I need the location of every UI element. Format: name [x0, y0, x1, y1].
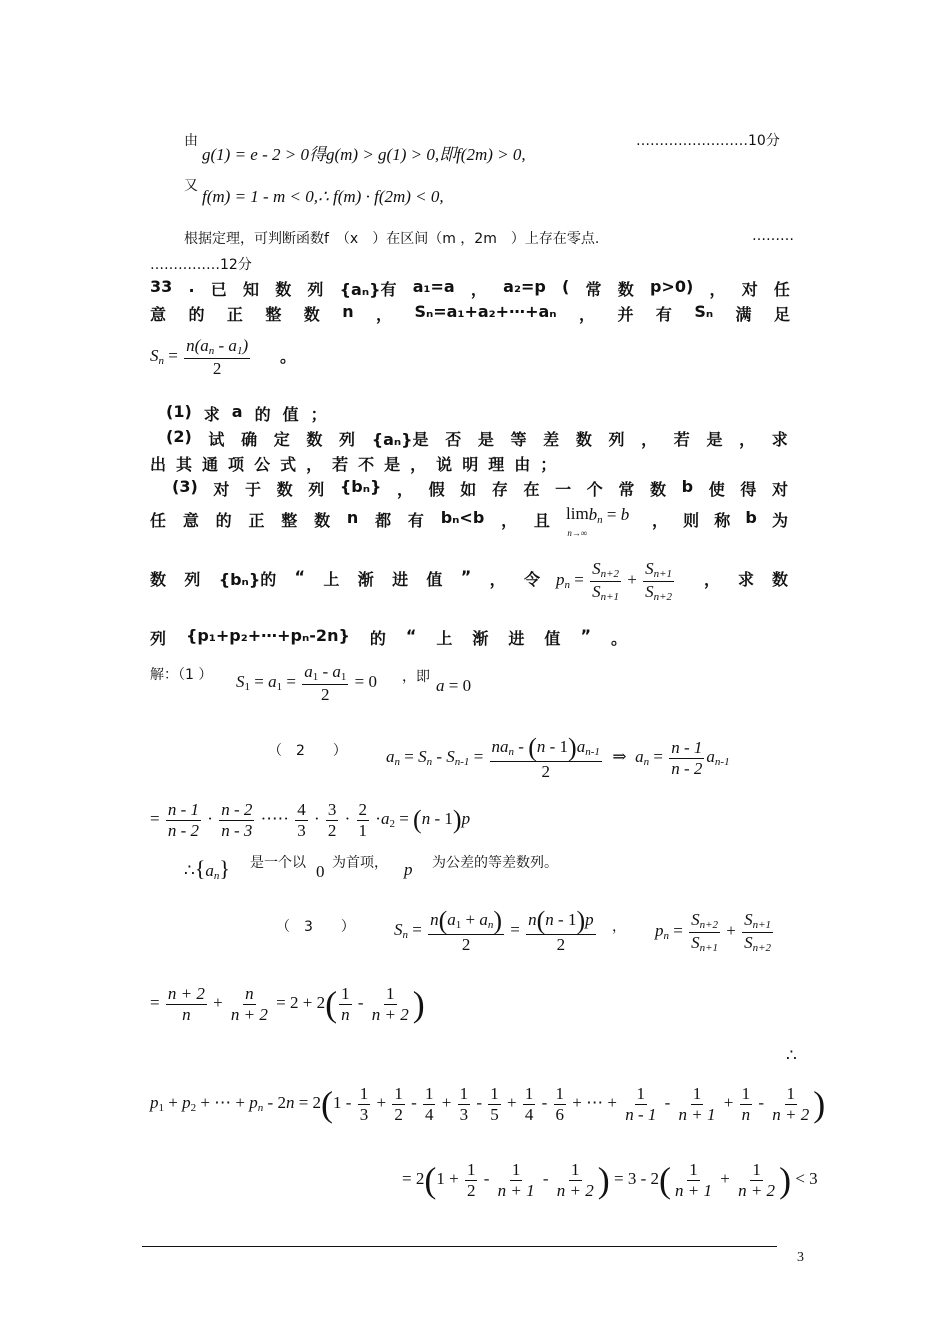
formula-sum-result: = 2(1 + $\frac{1}{2}$ - $\frac{1}{n + 1}$ - $\frac{1}{n + 2}$ ) = 3 - 2( $\frac{1}{n + 1}$ + $\frac{1}{n + 2}$ ) < 3 [402, 1160, 818, 1201]
text-ji: ，即 [402, 669, 430, 685]
conclusion-text: 根据定理，可判断函数f （x ）在区间（m ，2m ）上存在零点. [184, 231, 600, 247]
comma: ， [612, 919, 626, 935]
text-again: 又 [184, 178, 198, 194]
formula-f-condition: f(m) = 1 - m < 0,∴ f(m) · f(2m) < 0, [202, 187, 444, 206]
question-3-line-2: 任 意 的 正 整 数 n 都 有 bₙ<b ， 且 [150, 508, 550, 530]
dots-tail: ……… [752, 228, 794, 244]
formula-sum: $p_1 + p_2$ + ⋯ + $p_n - 2n = 2(1$ - $\frac{1}{3}$ + $\frac{1}{2}$ - $\frac{1}{4}$ + $\frac{1}{3}$ - $\frac{1}{5}$ + $\frac{1}{4}$ - $\frac{1}{6}$ + ⋯ + $\frac{1}{n - 1}$ - $\frac{1}{n + 1}$ + $\frac{1}{n}$ - $\frac{1}{n + 2}$ ) [150, 1084, 826, 1125]
question-3-line-2-tail: ， 则 称 b 为 [652, 508, 788, 530]
question-2-line-1: (2) 试 确 定 数 列 {aₙ}是 否 是 等 差 数 列 ， 若 是 ， 求 [166, 427, 788, 449]
part-2-label: （ 2 ） [268, 743, 347, 759]
question-2-line-2: 出 其 通 项 公 式 ， 若 不 是 ， 说 明 理 由 ； [150, 455, 557, 474]
question-3-line-3: 数 列 {bₙ}的 “ 上 渐 进 值 ” ， 令 [150, 567, 540, 589]
formula-s1: $S_1 = a_1$ = $\frac{a_1 - a_1}{2}$ = 0 [236, 662, 377, 704]
part-3-label: （ 3 ） [276, 919, 355, 935]
formula-pn-def: $p_n$ = $\frac{S_{n+2}}{S_{n+1}}$ + $\frac{S_{n+1}}{S_{n+2}}$ [556, 559, 673, 603]
question-3-line-3-tail: ， 求 数 [704, 570, 788, 589]
seq-desc-1: 是一个以 [250, 855, 306, 871]
score-10: ……………………10分 [636, 133, 780, 149]
formula-pn-simplified: = $\frac{n + 2}{n}$ + $\frac{n}{n + 2}$ = 2 + 2( $\frac{1}{n}$ - $\frac{1}{n + 2}$ ) [150, 984, 425, 1025]
formula-a-zero: a = 0 [436, 676, 472, 695]
formula-an-product: = $\frac{n - 1}{n - 2}$ · $\frac{n - 2}{n - 3}$ ·⋯· $\frac{4}{3}$ · $\frac{3}{2}$ · $\frac{2}{1}$ $\cdot a_2 = (n - 1)p$ [150, 800, 471, 840]
formula-pn-expanded: $p_n$ = $\frac{S_{n+2}}{S_{n+1}}$ + $\frac{S_{n+1}}{S_{n+2}}$ [655, 910, 772, 954]
footer-rule [142, 1246, 777, 1247]
solution-label: 解：（1 ） [150, 667, 213, 683]
formula-g-condition: g(1) = e - 2 > 0得g(m) > g(1) > 0,即f(2m) > 0, [202, 145, 526, 164]
seq-desc-2: 为首项， [332, 855, 388, 871]
formula-sn-closed: $S_n$ = $\frac{n(a_1 + a_n)}{2}$ = $\frac{n(n - 1)p}{2}$ [394, 906, 594, 954]
text-you: 由 [184, 133, 198, 149]
page-number: 3 [797, 1250, 804, 1265]
question-3-line-1: (3) 对 于 数 列 {bₙ} ， 假 如 存 在 一 个 常 数 b 使 得 对 [172, 477, 788, 499]
formula-seq-an: $\therefore\{a_n\}$ [184, 856, 230, 882]
common-diff-p: p [404, 860, 413, 879]
first-term-zero: 0 [316, 862, 325, 881]
question-3-line-4: 列 {p₁+p₂+⋯+pₙ-2n} 的 “ 上 渐 进 值 ” 。 [150, 626, 627, 648]
therefore-symbol: ∴ [786, 1046, 797, 1065]
formula-limit: lim $n\to\infty b_n = b$ [566, 504, 630, 538]
problem-line-1: 33 . 已 知 数 列 {aₙ}有 a₁=a ， a₂=p ( 常 数 p>0) ， 对 任 [150, 277, 790, 299]
period: 。 [280, 347, 297, 366]
formula-sn-def: $S_n$ = $\frac{n(a_n - a_1)}{2}$ [150, 336, 249, 378]
score-12: ……………12分 [150, 257, 252, 273]
question-1: (1) 求 a 的 值 ； [166, 402, 327, 424]
formula-an-recurrence: $a_n = S_n - S_{n-1}$ = $\frac{na_n - (n - 1)a_{n-1}}{2}$ ⇒ $a_n$ = $\frac{n - 1}{n - 2}$ $a_{n-1}$ [386, 733, 730, 781]
seq-desc-3: 为公差的等差数列。 [432, 855, 558, 871]
problem-line-2: 意 的 正 整 数 n ， Sₙ=a₁+a₂+⋯+aₙ ， 并 有 Sₙ 满 足 [150, 302, 790, 324]
